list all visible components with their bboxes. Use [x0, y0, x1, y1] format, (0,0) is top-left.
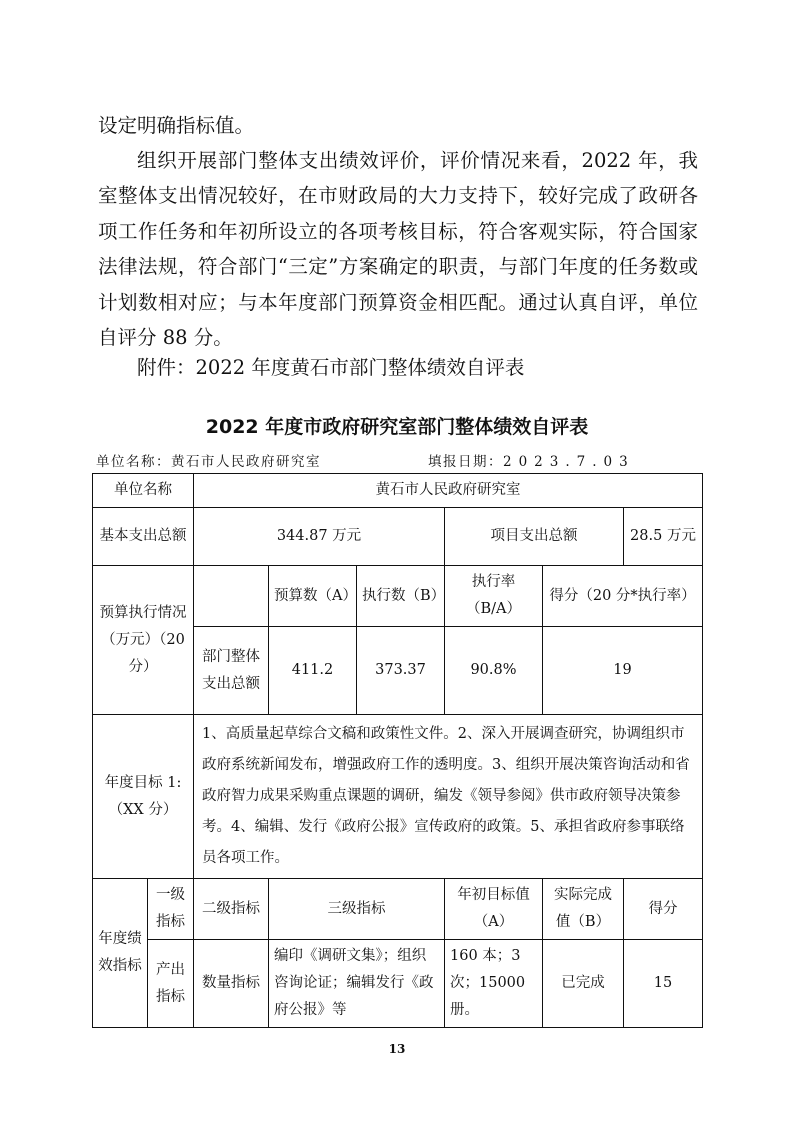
- budget-value-b: 373.37: [357, 627, 445, 715]
- table-title: 2022 年度市政府研究室部门整体绩效自评表: [205, 416, 589, 438]
- basic-expense-label: 基本支出总额: [93, 508, 194, 566]
- self-evaluation-table: [92, 473, 703, 1028]
- fill-date: [428, 450, 635, 470]
- indicator-level3: 编印《调研文集》；组织咨询论证；编辑发行《政府公报》等: [269, 940, 445, 1028]
- unit-name-label: 单位名称：黄石市人民政府研究室: [96, 454, 321, 470]
- header-level1: 一级指标: [148, 879, 194, 940]
- budget-value-a: 411.2: [269, 627, 357, 715]
- budget-header-rate: 执行率（B/A）: [445, 566, 543, 627]
- indicator-target: 160 本；3 次；15000 册。: [445, 940, 543, 1028]
- indicator-actual: 已完成: [543, 940, 624, 1028]
- unit-label-cell: 单位名称: [93, 474, 194, 508]
- header-actual: 实际完成值（B）: [543, 879, 624, 940]
- fill-date-value: 2023.7.03: [503, 454, 635, 470]
- project-expense-value: 28.5 万元: [624, 508, 703, 566]
- unit-value-cell: 黄石市人民政府研究室: [194, 474, 703, 508]
- page-number: 13: [388, 1042, 406, 1056]
- attachment-line: 附件：2022 年度黄石市部门整体绩效自评表: [137, 356, 525, 379]
- project-expense-label: 项目支出总额: [445, 508, 624, 566]
- annual-goal-text: 1、高质量起草综合文稿和政策性文件。2、深入开展调查研究，协调组织市政府系统新闻发布，增强政府工作的透明度。3、组织开展决策咨询活动和省政府智力成果采购重点课题的调研，编发《领导参阅》供市政府领导决策参考。4、编辑、发行《政府公报》宣传政府的政策。5、承担省政府参事联络员各项工作。: [194, 715, 703, 879]
- fill-date-label: 填报日期：: [428, 454, 503, 470]
- header-level3: 三级指标: [269, 879, 445, 940]
- indicator-level2: 数量指标: [194, 940, 269, 1028]
- budget-header-a: 预算数（A）: [269, 566, 357, 627]
- budget-execution-label: 预算执行情况（万元）（20 分）: [93, 566, 194, 715]
- paragraph-opening: 设定明确指标值。: [98, 114, 255, 137]
- indicator-score: 15: [624, 940, 703, 1028]
- budget-header-score: 得分（20 分*执行率）: [543, 566, 703, 627]
- header-score: 得分: [624, 879, 703, 940]
- budget-value-rate: 90.8%: [445, 627, 543, 715]
- header-level2: 二级指标: [194, 879, 269, 940]
- budget-value-score: 19: [543, 627, 703, 715]
- annual-goal-label: 年度目标 1:（XX 分）: [93, 715, 194, 879]
- indicators-label: 年度绩效指标: [93, 879, 148, 1028]
- blank-cell: [194, 566, 269, 627]
- header-target: 年初目标值（A）: [445, 879, 543, 940]
- budget-row-label: 部门整体支出总额: [194, 627, 269, 715]
- indicator-level1: 产出指标: [148, 940, 194, 1028]
- basic-expense-value: 344.87 万元: [194, 508, 445, 566]
- paragraph-evaluation: 组织开展部门整体支出绩效评价，评价情况来看，2022 年，我室整体支出情况较好，在市财政局的大力支持下，较好完成了政研各项工作任务和年初所设立的各项考核目标，符合客观实际，符合国家法律法规，符合部门“三定”方案确定的职责，与部门年度的任务数或计划数相对应；与本年度部门预算资金相匹配。通过认真自评，单位自评分 88 分。: [98, 149, 698, 350]
- budget-header-b: 执行数（B）: [357, 566, 445, 627]
